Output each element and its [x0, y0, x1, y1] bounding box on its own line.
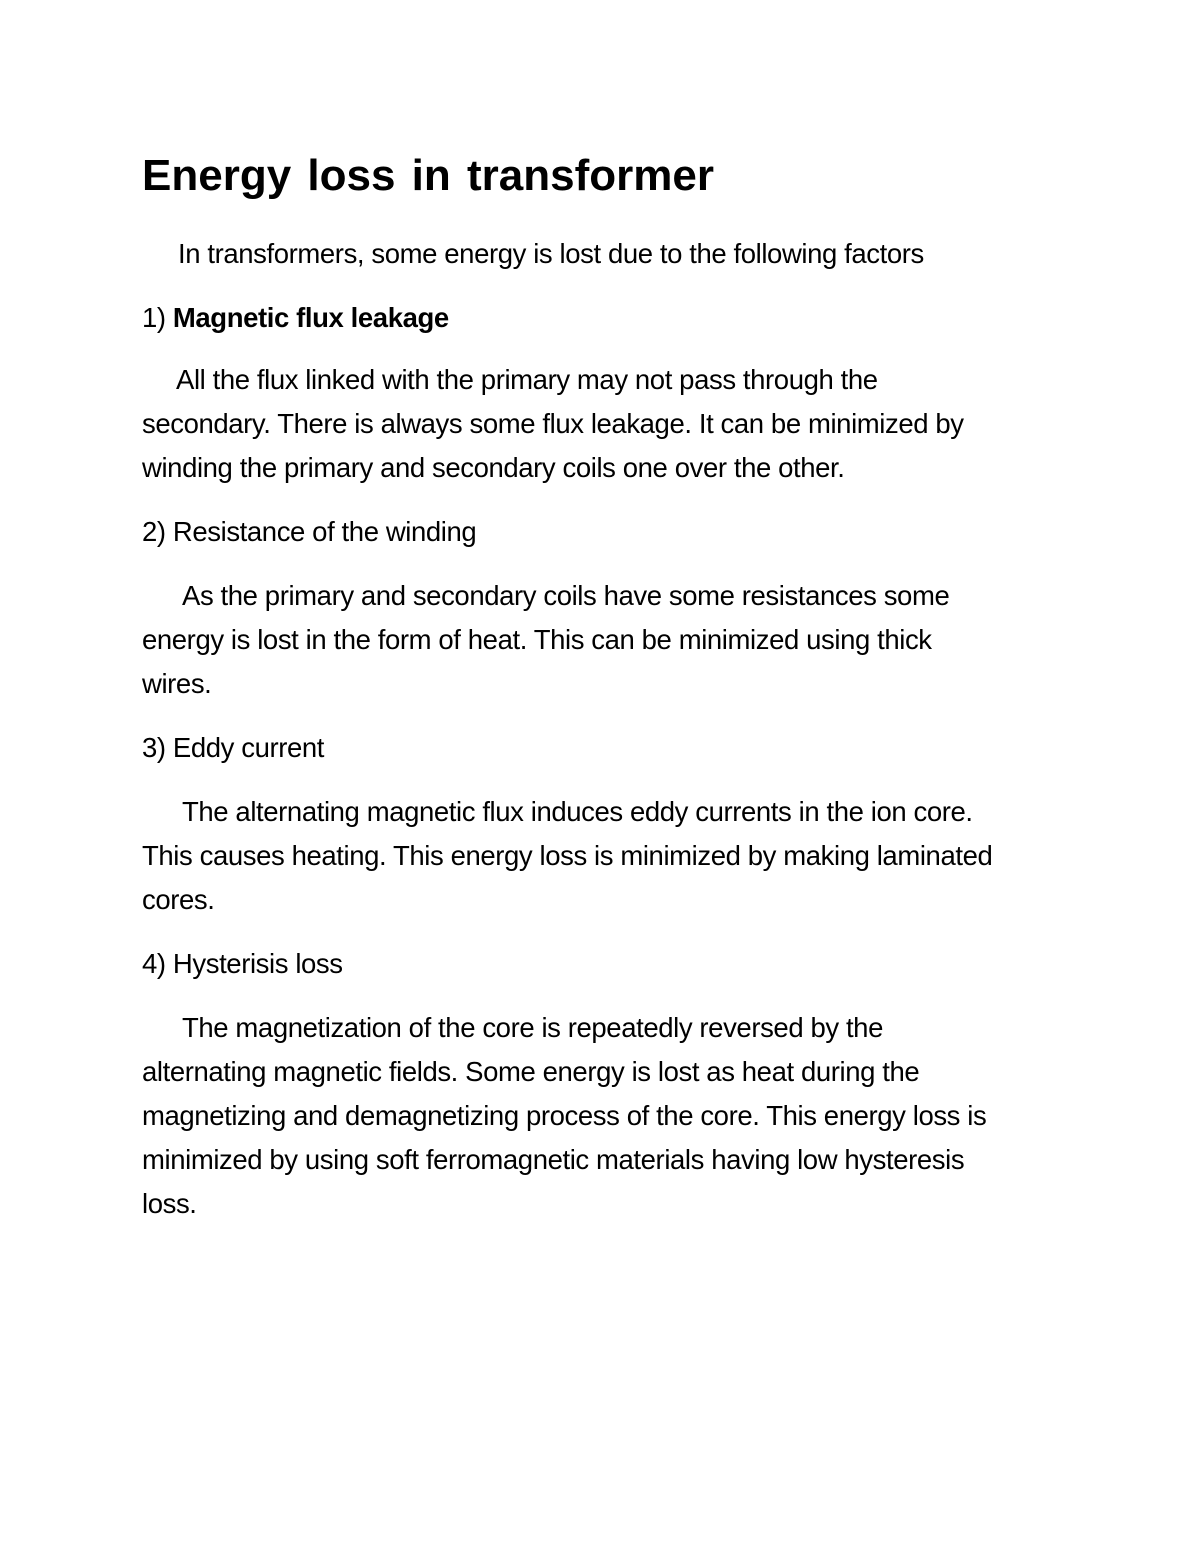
- section-1-line-3: winding the primary and secondary coils one over the other.: [142, 452, 845, 483]
- section-2-number: 2): [142, 516, 173, 547]
- section-2-line-1: As the primary and secondary coils have some resistances some: [182, 580, 950, 611]
- section-4-number: 4): [142, 948, 173, 979]
- section-1-heading: [142, 296, 449, 340]
- section-2-line-3: wires.: [142, 668, 212, 699]
- section-3-line-3: cores.: [142, 884, 215, 915]
- section-3-line-2: This causes heating. This energy loss is minimized by making laminated: [142, 840, 993, 871]
- section-3-number: 3): [142, 732, 173, 763]
- section-4-heading: [142, 942, 343, 986]
- intro-text: In transformers, some energy is lost due to the following factors: [178, 238, 924, 269]
- section-1-title: Magnetic flux leakage: [172, 302, 449, 333]
- section-2-line-2: energy is lost in the form of heat. This can be minimized using thick: [142, 624, 932, 655]
- section-1-line-1: All the flux linked with the primary may not pass through the: [176, 364, 878, 395]
- section-3-title: Eddy current: [172, 732, 325, 763]
- section-2-title: Resistance of the winding: [172, 516, 477, 547]
- section-4-line-5: loss.: [142, 1188, 197, 1219]
- section-1-line-2: secondary. There is always some flux leakage. It can be minimized by: [142, 408, 964, 439]
- section-4-title: Hysterisis loss: [172, 948, 343, 979]
- page-title: Energy loss in transformer: [142, 151, 714, 200]
- section-2-heading: [142, 510, 476, 554]
- section-4-line-3: magnetizing and demagnetizing process of the core. This energy loss is: [142, 1100, 987, 1131]
- section-3-heading: [142, 726, 324, 770]
- section-1-number: 1): [142, 302, 173, 333]
- section-4-line-4: minimized by using soft ferromagnetic materials having low hysteresis: [142, 1144, 965, 1175]
- section-4-line-2: alternating magnetic fields. Some energy is lost as heat during the: [142, 1056, 920, 1087]
- section-3-line-1: The alternating magnetic flux induces eddy currents in the ion core.: [182, 796, 973, 827]
- section-4-line-1: The magnetization of the core is repeatedly reversed by the: [182, 1012, 883, 1043]
